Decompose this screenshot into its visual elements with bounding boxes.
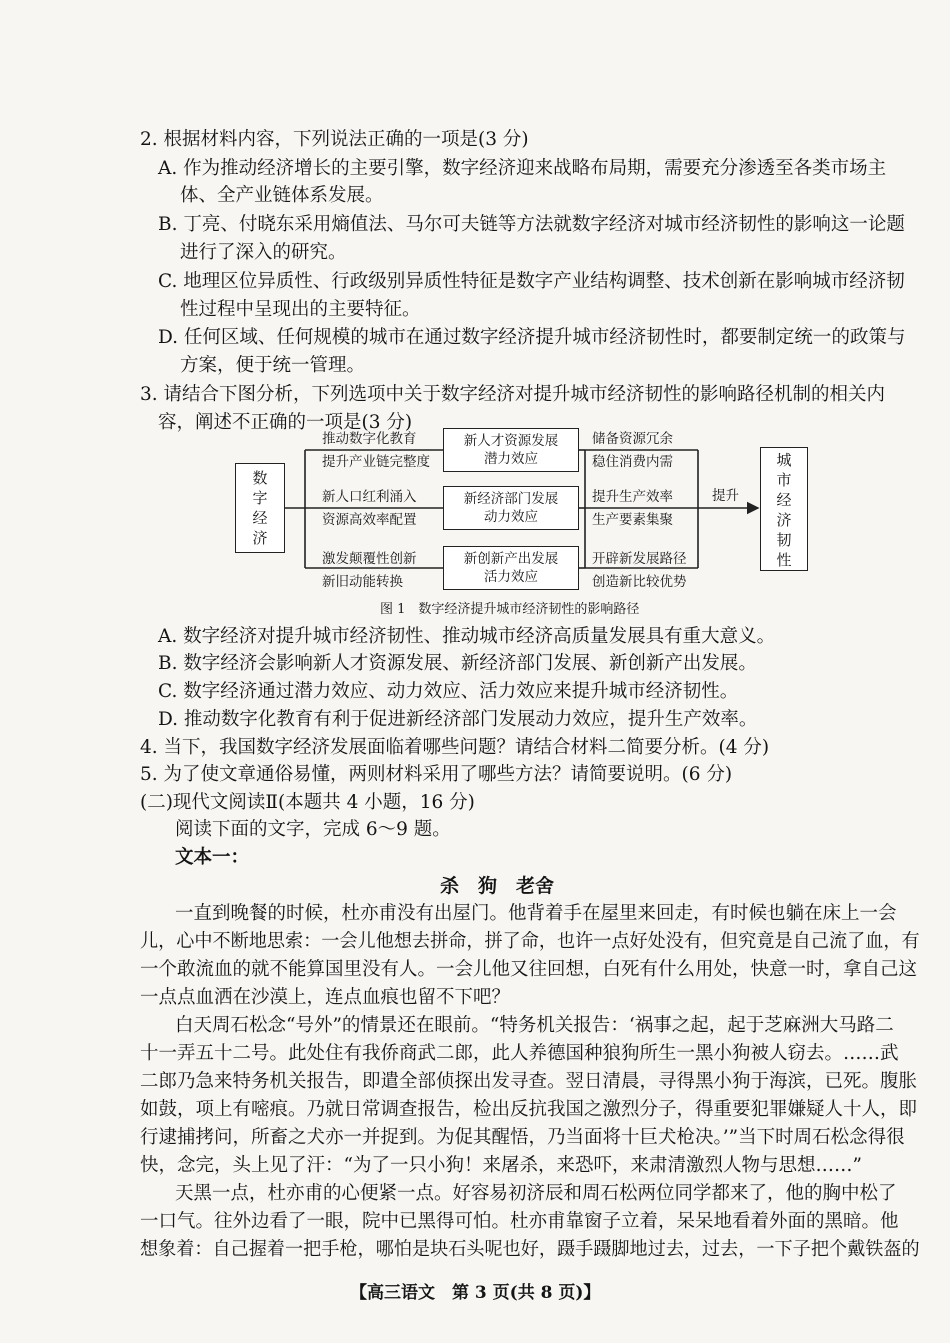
box-talent-potential-effect: 新人才资源发展 潜力效应 — [443, 428, 579, 472]
label-stabilize-demand: 稳住消费内需 — [592, 454, 673, 470]
q2-option-a-line1: A. 作为推动经济增长的主要引擎，数字经济迎来战略布局期，需要充分渗透至各类市场主 — [158, 158, 887, 179]
story-p1-line3: 一个敢流血的就不能算国里没有人。一会儿他又往回想，白死有什么用处，快意一时，拿自己这 — [140, 959, 918, 980]
q2-option-b-line2: 进行了深入的研究。 — [180, 242, 347, 263]
label-efficient-resource-allocation: 资源高效率配置 — [322, 512, 417, 528]
story-p3-line3: 想象着：自己握着一把手枪，哪怕是块石头呢也好，蹑手蹑脚地过去，过去，一下子把个戴铁盔的 — [140, 1239, 920, 1260]
q3-option-d: D. 推动数字化教育有利于促进新经济部门发展动力效应，提升生产效率。 — [158, 709, 758, 730]
story-p2-line5: 行逮捕拷问，所畜之犬亦一并捉到。为促其醒悟，乃当面将十巨犬枪决。’”当下时周石松念得很 — [140, 1127, 905, 1148]
reading-instruction: 阅读下面的文字，完成 6～9 题。 — [175, 819, 451, 840]
story-p1-line4: 一点点血洒在沙漠上，连点血痕也留不下吧？ — [140, 987, 511, 1008]
q2-option-d-line2: 方案，便于统一管理。 — [180, 355, 366, 376]
box-innovation-vitality-effect: 新创新产出发展 活力效应 — [443, 546, 579, 590]
label-new-old-momentum: 新旧动能转换 — [322, 574, 403, 590]
story-p2-line6: 快，念完，头上见了汗：“为了一只小狗！来屠杀，来恐吓，来肃清激烈人物与思想……” — [140, 1155, 862, 1176]
q5-stem: 5. 为了使文章通俗易懂，两则材料采用了哪些方法？请简要说明。(6 分) — [140, 764, 733, 785]
story-p2-line4: 如鼓，项上有嘧痕。乃就日常调查报告，检出反抗我国之激烈分子，得重要犯罪嫌疑人十人，即 — [140, 1099, 918, 1120]
label-new-comparative-advantage: 创造新比较优势 — [592, 574, 687, 590]
figure-caption: 图 1 数字经济提升城市经济韧性的影响路径 — [380, 602, 640, 617]
text-one-label: 文本一： — [175, 847, 250, 868]
q3-stem-line1: 3. 请结合下图分析，下列选项中关于数字经济对提升城市经济韧性的影响路径机制的相关内 — [140, 384, 886, 405]
box-digital-economy: 数 字 经 济 — [235, 463, 285, 553]
q2-option-c-line1: C. 地理区位异质性、行政级别异质性特征是数字产业结构调整、技术创新在影响城市经济韧 — [158, 271, 905, 292]
q3-option-c: C. 数字经济通过潜力效应、动力效应、活力效应来提升城市经济韧性。 — [158, 681, 739, 702]
q2-option-a-line2: 体、全产业链体系发展。 — [180, 185, 384, 206]
page-footer: 【高三语文 第 3 页(共 8 页)】 — [350, 1283, 601, 1303]
box-urban-economic-resilience: 城 市 经 济 韧 性 — [760, 447, 808, 571]
label-improve-industry-chain: 提升产业链完整度 — [322, 454, 430, 470]
q2-option-d-line1: D. 任何区域、任何规模的城市在通过数字经济提升城市经济韧性时，都要制定统一的政策与 — [158, 327, 906, 348]
story-title: 杀 狗 老舍 — [440, 875, 555, 897]
label-arrow-improve: 提升 — [712, 488, 739, 504]
label-new-demographic-dividend: 新人口红利涌入 — [322, 489, 417, 505]
label-promote-digital-education: 推动数字化教育 — [322, 431, 417, 447]
q3-stem-line2: 容，阐述不正确的一项是(3 分) — [158, 412, 413, 433]
box-sector-momentum-effect: 新经济部门发展 动力效应 — [443, 486, 579, 530]
story-p1-line1: 一直到晚餐的时候，杜亦甫没有出屋门。他背着手在屋里来回走，有时候也躺在床上一会 — [175, 903, 897, 924]
story-p2-line2: 十一弄五十二号。此处住有我侨商武二郎，此人养德国种狼狗所生一黑小狗被人窃去。……武 — [140, 1043, 899, 1064]
story-p3-line1: 天黑一点，杜亦甫的心便紧一点。好容易初济辰和周石松两位同学都来了，他的胸中松了 — [175, 1183, 897, 1204]
label-factor-agglomeration: 生产要素集聚 — [592, 512, 673, 528]
story-p2-line1: 白天周石松念“号外”的情景还在眼前。“特务机关报告：‘祸事之起，起于芝麻洲大马路二 — [175, 1015, 894, 1036]
q2-stem: 2. 根据材料内容，下列说法正确的一项是(3 分) — [140, 129, 529, 150]
q2-option-b-line1: B. 丁亮、付晓东采用熵值法、马尔可夫链等方法就数字经济对城市经济韧性的影响这一论题 — [158, 214, 905, 235]
q4-stem: 4. 当下，我国数字经济发展面临着哪些问题？请结合材料二简要分析。(4 分) — [140, 737, 770, 758]
section-heading: (二)现代文阅读Ⅱ(本题共 4 小题，16 分) — [140, 792, 475, 813]
q3-option-a: A. 数字经济对提升城市经济韧性、推动城市经济高质量发展具有重大意义。 — [158, 626, 776, 647]
label-new-development-path: 开辟新发展路径 — [592, 551, 687, 567]
story-p3-line2: 一口气。往外边看了一眼，院中已黑得可怕。杜亦甫靠窗子立着，呆呆地看着外面的黑暗。他 — [140, 1211, 899, 1232]
label-improve-productivity: 提升生产效率 — [592, 489, 673, 505]
label-reserve-redundancy: 储备资源冗余 — [592, 431, 673, 447]
q2-option-c-line2: 性过程中呈现出的主要特征。 — [180, 299, 421, 320]
q3-option-b: B. 数字经济会影响新人才资源发展、新经济部门发展、新创新产出发展。 — [158, 653, 757, 674]
label-disruptive-innovation: 激发颠覆性创新 — [322, 551, 417, 567]
story-p2-line3: 二郎乃急来特务机关报告，即遣全部侦探出发寻查。翌日清晨，寻得黑小狗于海滨，已死。腹胀 — [140, 1071, 918, 1092]
story-p1-line2: 儿，心中不断地思索：一会儿他想去拼命，拼了命，也许一点好处没有，但究竟是自己流了血，有 — [140, 931, 920, 952]
